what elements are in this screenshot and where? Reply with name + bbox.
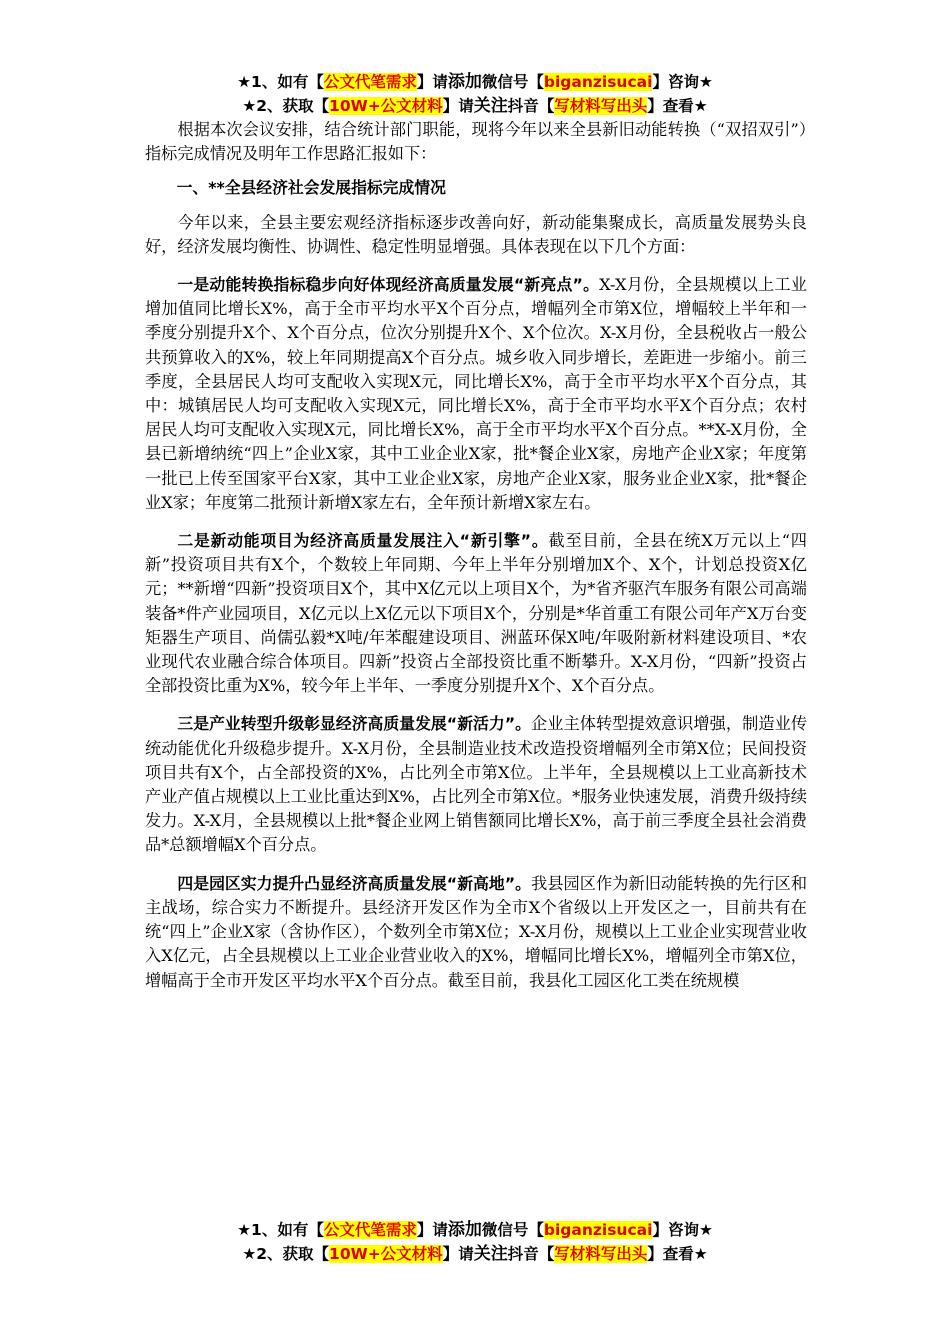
highlight-wechat-id: biganzisucai xyxy=(543,73,653,91)
footer-banner xyxy=(145,1218,805,1266)
point-body: 我县园区作为新旧动能转换的先行区和主战场，综合实力不断提升。县经济开发区作为全市X个省级以上开发区之一，目前共有在统“四上”企业X家（含协作区），个数列全市第X位；X-X月份，规模以上工业企业实现营业收入X亿元，占全县规模以上工业企业营业收入的X%，增幅同比增长X%，增幅列全市第X位，增幅高于全市开发区平均水平X个百分点。截至目前，我县化工园区化工类在统规模 xyxy=(145,873,808,990)
highlight-materials: 10W+公文材料 xyxy=(329,97,443,115)
banner-text: 】请 xyxy=(442,97,474,115)
banner-text: 】请 xyxy=(442,1245,474,1263)
banner-text: 抖音【 xyxy=(507,1245,555,1263)
point-paragraph-4 xyxy=(145,872,807,993)
banner-emphasis: 关注 xyxy=(473,1244,508,1264)
point-body: 企业主体转型提效意识增强，制造业传统动能优化升级稳步提升。X-X月份，全县制造业技术改造投资增幅列全市第X位；民间投资项目共有X个，占全部投资的X%，占比列全市第X位。上半年，全县规模以上工业高新技术产业产值占规模以上工业比重达到X%，占比列全市第X位。*服务业快速发展，消费升级持续发力。X-X月，全县规模以上批*餐企业网上销售额同比增长X%，高于前三季度全县社会消费品*总额增幅X个百分点。 xyxy=(145,714,808,855)
banner-text: 微信号【 xyxy=(481,73,544,91)
banner-line-2 xyxy=(145,1242,805,1266)
banner-text: 】请 xyxy=(416,73,448,91)
highlight-materials: 10W+公文材料 xyxy=(329,1245,443,1263)
banner-emphasis: 关注 xyxy=(473,96,508,116)
banner-text: ★2、获取【 xyxy=(242,1245,330,1263)
banner-text: 】查看★ xyxy=(647,97,708,115)
banner-text: 抖音【 xyxy=(507,97,555,115)
point-paragraph-1 xyxy=(145,273,807,515)
highlight-wechat-id: biganzisucai xyxy=(543,1221,653,1239)
point-body: X-X月份，全县规模以上工业增加值同比增长X%，高于全市平均水平X个百分点，增幅列全市第X位，增幅较上半年和一季度分别提升X个、X个百分点，位次分别提升X个、X个位次。X-X月份，全县税收占一般公共预算收入的X%，较上年同期提高X个百分点。城乡收入同步增长，差距进一步缩小。前三季度，全县居民人均可支配收入实现X元，同比增长X%，高于全市平均水平X个百分点，其中：城镇居民人均可支配收入实现X元，同比增长X%，高于全市平均水平X个百分点；农村居民人均可支配收入实现X元，同比增长X%，高于全市平均水平X个百分点。**X-X月份，全县已新增纳统“四上”企业X家，其中工业企业X家，批*餐企业X家，房地产企业X家；年度第一批已上传至国家平台X家，其中工业企业X家，房地产企业X家，服务业企业X家，批*餐企业X家；年度第二批预计新增X家左右，全年预计新增X家左右。 xyxy=(145,275,807,512)
highlight-ghostwriting: 公文代笔需求 xyxy=(323,1221,417,1239)
banner-text: 】查看★ xyxy=(647,1245,708,1263)
banner-text: 】请 xyxy=(416,1221,448,1239)
point-paragraph-2 xyxy=(145,529,807,698)
point-title: 四是园区实力提升凸显经济高质量发展“新高地”。 xyxy=(177,873,532,893)
section-heading: 一、**全县经济社会发展指标完成情况 xyxy=(176,178,446,198)
highlight-ghostwriting: 公文代笔需求 xyxy=(323,73,417,91)
point-title: 二是新动能项目为经济高质量发展注入“新引擎”。 xyxy=(177,531,549,551)
banner-text: ★2、获取【 xyxy=(242,97,330,115)
banner-text: ★1、如有【 xyxy=(237,73,324,91)
intro-paragraph: 根据本次会议安排，结合统计部门职能，现将今年以来全县新旧动能转换（“双招双引”）指标完成情况及明年工作思路汇报如下： xyxy=(145,120,807,164)
banner-line-1 xyxy=(145,1218,805,1242)
banner-emphasis: 添加 xyxy=(447,1220,482,1240)
point-title: 三是产业转型升级彰显经济高质量发展“新活力”。 xyxy=(177,714,532,734)
overview-paragraph: 今年以来，全县主要宏观经济指标逐步改善向好，新动能集聚成长，高质量发展势头良好，经济发展均衡性、协调性、稳定性明显增强。具体表现在以下几个方面： xyxy=(145,212,807,256)
banner-text: 】咨询★ xyxy=(652,1221,713,1239)
highlight-douyin: 写材料写出头 xyxy=(554,1245,648,1263)
banner-emphasis: 添加 xyxy=(447,72,482,92)
banner-text: 】咨询★ xyxy=(652,73,713,91)
banner-line-2 xyxy=(145,94,805,118)
highlight-douyin: 写材料写出头 xyxy=(554,97,648,115)
document-body xyxy=(145,118,807,1007)
header-banner xyxy=(145,70,805,118)
banner-text: 微信号【 xyxy=(481,1221,544,1239)
banner-text: ★1、如有【 xyxy=(237,1221,324,1239)
banner-line-1 xyxy=(145,70,805,94)
point-body: 截至目前，全县在统X万元以上“四新”投资项目共有X个，个数较上年同期、今年上半年分别增加X个、X个，计划总投资X亿元；**新增“四新”投资项目X个，其中X亿元以上项目X个，为*省齐驱汽车服务有限公司高端装备*件产业园项目，X亿元以上X亿元以下项目X个，分别是*华首重工有限公司年产X万台变矩器生产项目、尚儒弘毅*X吨/年苯醌建设项目、洲蓝环保X吨/年吸附新材料建设项目、*农业现代农业融合综合体项目。四新”投资占全部投资比重不断攀升。X-X月份，“四新”投资占全部投资比重为X%，较今年上半年、一季度分别提升X个、X个百分点。 xyxy=(145,531,807,696)
point-title: 一是动能转换指标稳步向好体现经济高质量发展“新亮点”。 xyxy=(177,275,600,295)
point-paragraph-3 xyxy=(145,712,807,857)
